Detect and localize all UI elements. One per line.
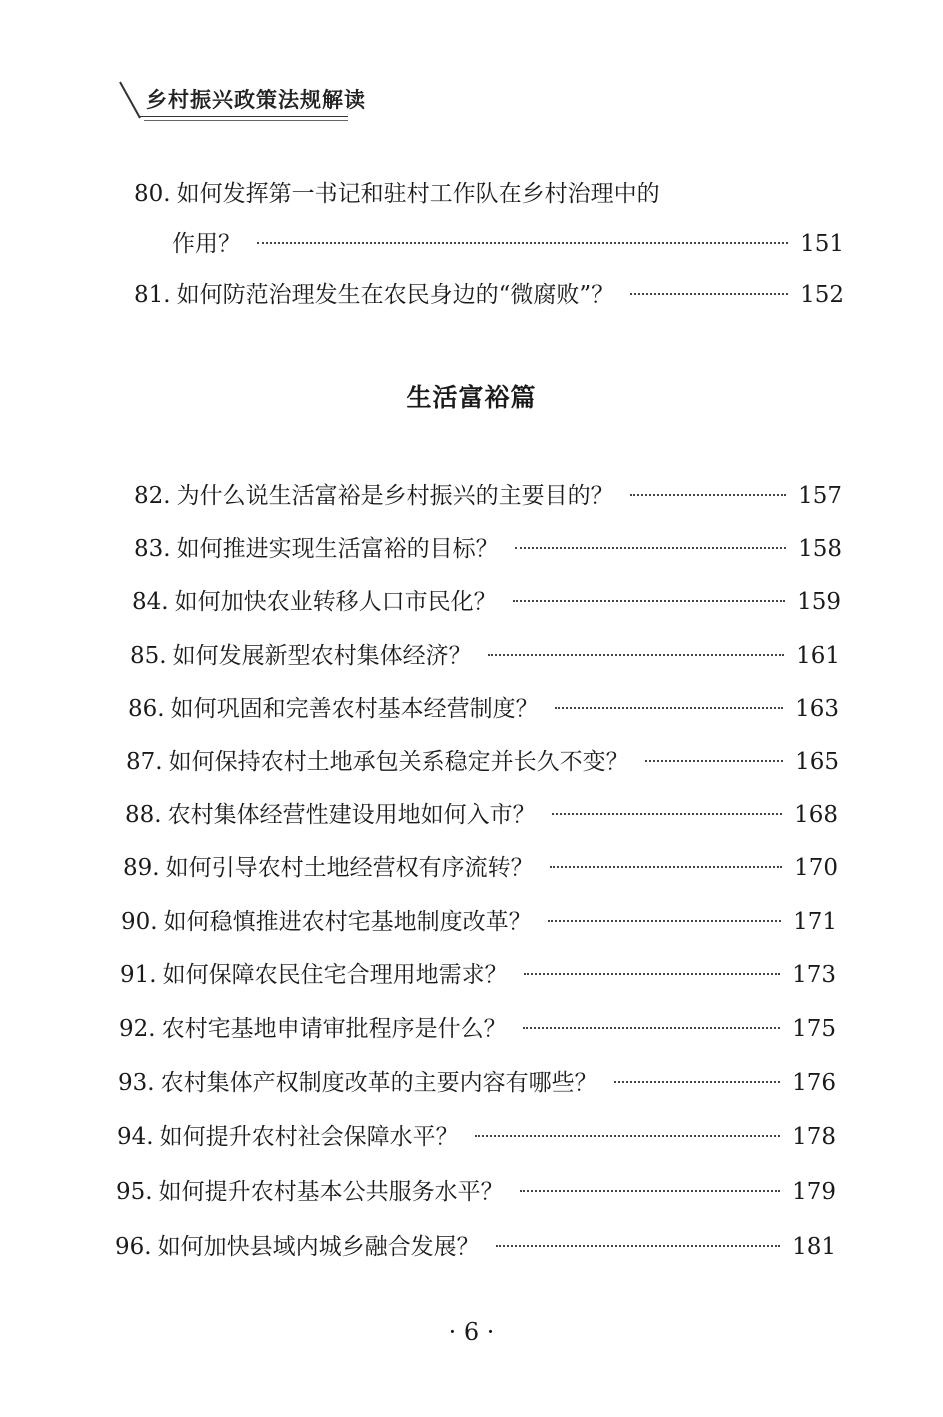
toc-leader-dots: [488, 652, 785, 656]
toc-number: 87.: [126, 749, 163, 775]
toc-leader-dots: [513, 598, 786, 602]
toc-title: 农村集体经营性建设用地如何入市？: [167, 802, 536, 828]
toc-leader-dots: [555, 705, 784, 709]
toc-entry-92[interactable]: [119, 1011, 836, 1047]
toc-entry-96[interactable]: [115, 1229, 836, 1265]
toc-page: 181: [792, 1234, 836, 1260]
toc-page: 171: [793, 909, 837, 935]
toc-leader-dots: [520, 1188, 781, 1192]
toc-title: 如何保障农民住宅合理用地需求？: [162, 962, 508, 988]
toc-page: 152: [800, 282, 844, 308]
running-header: [118, 78, 366, 124]
toc-number: 81.: [134, 282, 171, 308]
toc-entry-91[interactable]: [120, 957, 836, 993]
toc-title: 如何保持农村土地承包关系稳定并长久不变？: [168, 749, 629, 775]
toc-title: 如何提升农村社会保障水平？: [159, 1124, 459, 1150]
toc-number: 95.: [116, 1179, 153, 1205]
toc-number: 91.: [120, 962, 157, 988]
header-title: 乡村振兴政策法规解读: [146, 88, 366, 112]
toc-entry-88[interactable]: [125, 797, 838, 833]
toc-entry-81[interactable]: [134, 277, 844, 313]
toc-number: 83.: [134, 536, 171, 562]
toc-title: 如何提升农村基本公共服务水平？: [158, 1179, 504, 1205]
toc-title: 农村宅基地申请审批程序是什么？: [161, 1016, 507, 1042]
toc-page: 179: [792, 1179, 836, 1205]
toc-page: 151: [800, 231, 844, 257]
toc-page: 159: [797, 589, 841, 615]
toc-number: 88.: [125, 802, 162, 828]
toc-page: 175: [792, 1016, 836, 1042]
header-rule: [140, 116, 348, 117]
toc-title: 如何发挥第一书记和驻村工作队在乡村治理中的: [176, 181, 660, 207]
toc-title: 如何稳慎推进农村宅基地制度改革？: [163, 909, 532, 935]
toc-page: 158: [798, 536, 842, 562]
toc-entry-85[interactable]: [130, 638, 840, 674]
toc-leader-dots: [550, 864, 783, 868]
toc-title: 如何加快县域内城乡融合发展？: [157, 1234, 480, 1260]
toc-number: 93.: [118, 1070, 155, 1096]
toc-title: 农村集体产权制度改革的主要内容有哪些？: [160, 1070, 598, 1096]
toc-entry-93[interactable]: [118, 1065, 836, 1101]
toc-page: 157: [798, 483, 842, 509]
toc-page: 173: [792, 962, 836, 988]
toc-number: 84.: [132, 589, 169, 615]
toc-page: 163: [795, 696, 839, 722]
toc-title: 如何防范治理发生在农民身边的“微腐败”？: [176, 282, 615, 308]
toc-page: 170: [794, 855, 838, 881]
toc-number: 86.: [128, 696, 165, 722]
toc-leader-dots: [515, 545, 787, 549]
toc-page: 178: [792, 1124, 836, 1150]
toc-entry-90[interactable]: [121, 904, 837, 940]
toc-title-continued: 作用？: [172, 231, 241, 257]
toc-number: 94.: [117, 1124, 154, 1150]
toc-entry-86[interactable]: [128, 691, 839, 727]
toc-entry-80-line1[interactable]: [134, 176, 754, 212]
toc-number: 82.: [134, 483, 171, 509]
page-number: · 6 ·: [448, 1318, 495, 1346]
toc-page: 165: [795, 749, 839, 775]
toc-leader-dots: [630, 492, 787, 496]
toc-leader-dots: [523, 1025, 781, 1029]
toc-page: 161: [796, 643, 840, 669]
toc-leader-dots: [548, 918, 782, 922]
toc-entry-94[interactable]: [117, 1119, 836, 1155]
toc-leader-dots: [645, 758, 784, 762]
toc-leader-dots: [475, 1133, 781, 1137]
toc-leader-dots: [496, 1243, 781, 1247]
toc-entry-95[interactable]: [116, 1174, 836, 1210]
toc-title: 如何加快农业转移人口市民化？: [174, 589, 497, 615]
section-title: 生活富裕篇: [406, 383, 537, 412]
toc-title: 为什么说生活富裕是乡村振兴的主要目的？: [176, 483, 614, 509]
toc-entry-87[interactable]: [126, 744, 839, 780]
toc-entry-80-line2[interactable]: [172, 226, 844, 262]
toc-number: 80.: [134, 181, 171, 207]
header-rule-thin: [144, 120, 348, 121]
toc-leader-dots: [552, 811, 783, 815]
toc-number: 89.: [123, 855, 160, 881]
toc-number: 85.: [130, 643, 167, 669]
toc-number: 92.: [119, 1016, 156, 1042]
toc-title: 如何发展新型农村集体经济？: [172, 643, 472, 669]
toc-number: 96.: [115, 1234, 152, 1260]
toc-leader-dots: [257, 240, 788, 244]
toc-title: 如何引导农村土地经营权有序流转？: [165, 855, 534, 881]
toc-leader-dots: [524, 971, 781, 975]
toc-number: 90.: [121, 909, 158, 935]
toc-title: 如何巩固和完善农村基本经营制度？: [170, 696, 539, 722]
toc-leader-dots: [630, 291, 788, 295]
toc-entry-84[interactable]: [132, 584, 841, 620]
toc-leader-dots: [614, 1079, 781, 1083]
toc-entry-89[interactable]: [123, 850, 838, 886]
toc-title: 如何推进实现生活富裕的目标？: [176, 536, 499, 562]
toc-page: 176: [792, 1070, 836, 1096]
toc-page: 168: [794, 802, 838, 828]
toc-entry-82[interactable]: [134, 478, 842, 514]
toc-entry-83[interactable]: [134, 531, 842, 567]
